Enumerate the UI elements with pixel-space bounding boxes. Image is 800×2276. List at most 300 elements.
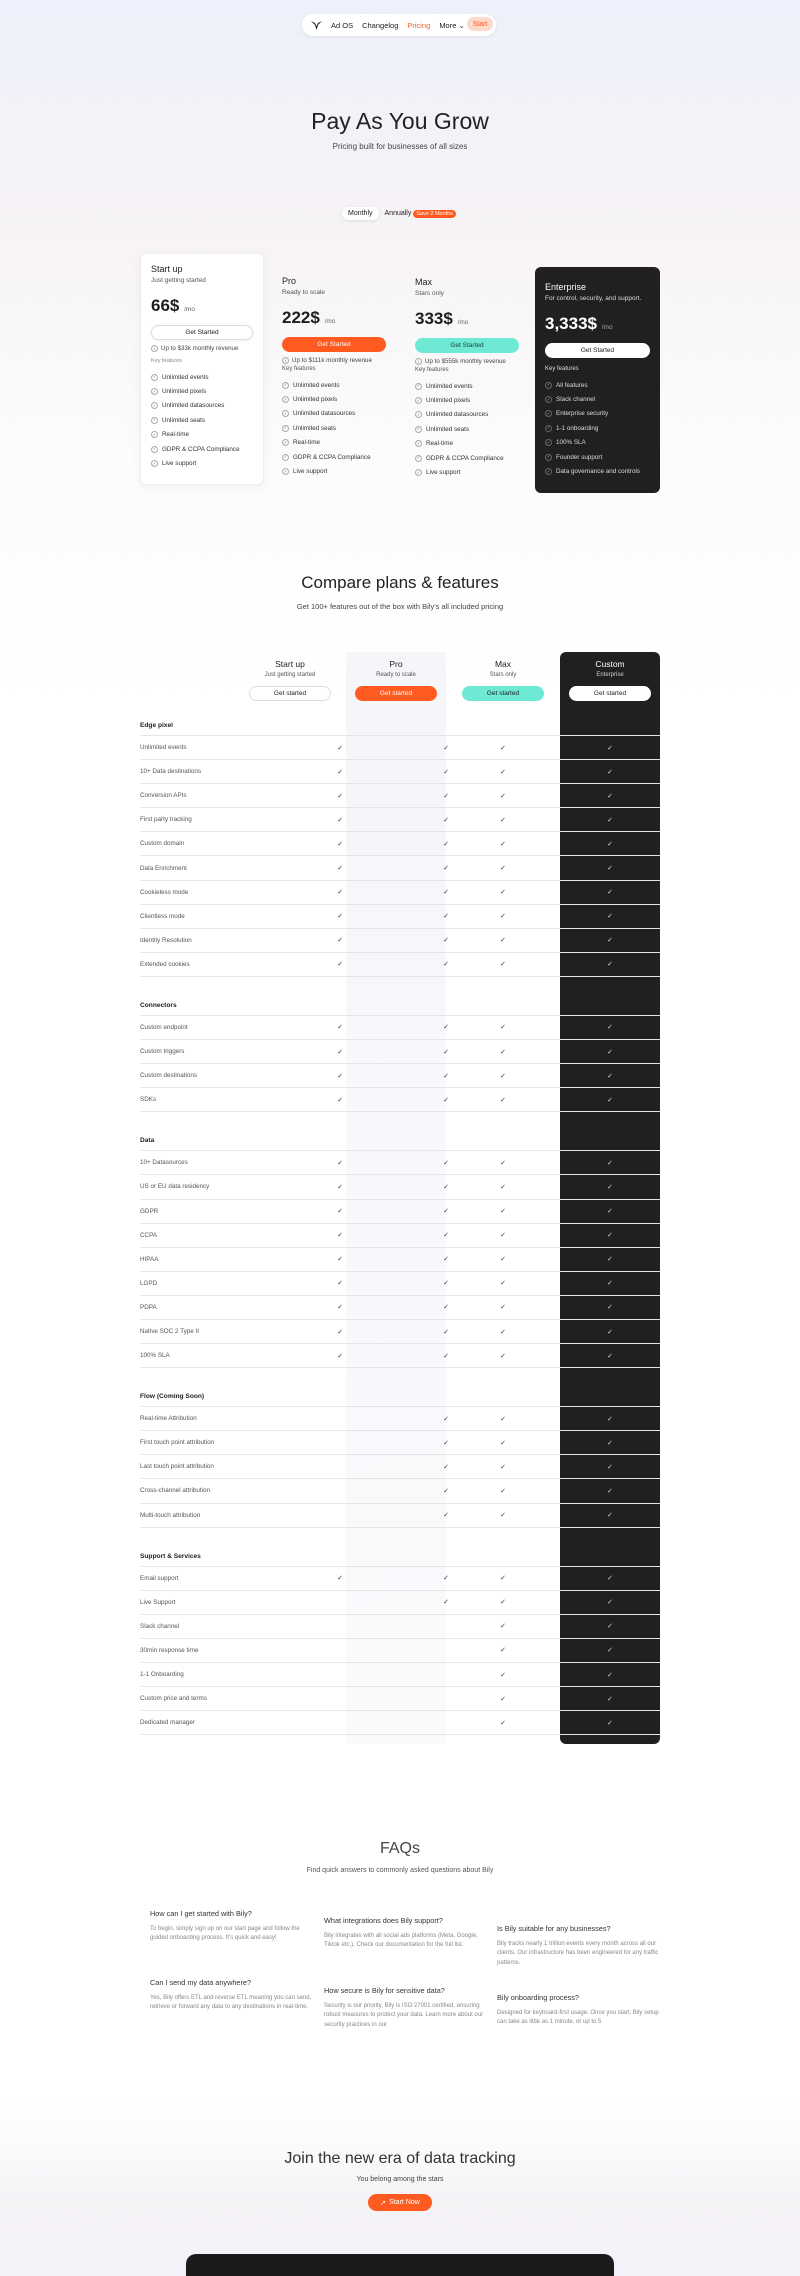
- faq-question: Bily onboarding process?: [497, 1993, 579, 2002]
- plan-get-started-button[interactable]: Get Started: [545, 343, 650, 358]
- check-icon: ✓: [500, 961, 506, 969]
- feature-label: GDPR & CCPA Compliance: [293, 453, 371, 461]
- check-circle-icon: ✓: [283, 396, 288, 402]
- feature-item: [282, 464, 386, 478]
- table-row: [140, 1344, 660, 1368]
- check-icon: ✓: [443, 1463, 449, 1471]
- nav-item-more[interactable]: [439, 21, 464, 30]
- table-row: [140, 1591, 660, 1615]
- compare-section-title: Connectors: [140, 996, 660, 1016]
- check-icon: ✓: [337, 865, 343, 873]
- compare-section-title: Support & Services: [140, 1547, 660, 1567]
- plan-price: [282, 308, 386, 328]
- plan-get-started-button[interactable]: Get Started: [282, 337, 386, 352]
- feature-label: Unlimited pixels: [162, 388, 207, 396]
- feature-label: Extended cookies: [140, 960, 190, 968]
- feature-label: First touch point attribution: [140, 1439, 215, 1447]
- check-circle-icon: ✓: [546, 410, 551, 416]
- feature-label: Multi-touch attribution: [140, 1511, 201, 1519]
- feature-item: [151, 384, 253, 398]
- check-circle-icon: ✓: [416, 469, 421, 475]
- table-row: [140, 832, 660, 856]
- check-icon: ✓: [500, 1439, 506, 1447]
- check-circle-icon: ✓: [152, 388, 157, 394]
- check-circle-icon: ✓: [546, 468, 551, 474]
- feature-list: [282, 378, 386, 479]
- check-icon: ✓: [443, 1599, 449, 1607]
- info-icon: i: [151, 345, 158, 352]
- feature-item: [415, 451, 519, 465]
- check-icon: ✓: [500, 865, 506, 873]
- check-icon: ✓: [337, 913, 343, 921]
- feature-item: [545, 436, 650, 450]
- feature-item: [282, 450, 386, 464]
- nav-item-ad-os[interactable]: Ad OS: [331, 20, 354, 30]
- check-icon: ✓: [443, 1439, 449, 1447]
- feature-item: [151, 428, 253, 442]
- billing-toggle: [342, 206, 456, 220]
- nav-start-button[interactable]: Start: [467, 17, 493, 31]
- feature-label: Live support: [426, 469, 461, 477]
- check-icon: ✓: [500, 913, 506, 921]
- check-icon: ✓: [500, 1208, 506, 1216]
- check-icon: ✓: [607, 840, 613, 848]
- check-icon: ✓: [607, 1599, 613, 1607]
- check-icon: ✓: [500, 1072, 506, 1080]
- plan-price: [545, 314, 650, 334]
- faq-item[interactable]: [497, 1993, 662, 2028]
- feature-label: First party tracking: [140, 816, 192, 824]
- check-icon: ✓: [500, 1599, 506, 1607]
- check-icon: ✓: [443, 1096, 449, 1104]
- feature-label: Unlimited seats: [162, 416, 206, 424]
- feature-label: Custom domain: [140, 840, 185, 848]
- feature-label: Live support: [293, 468, 328, 476]
- table-row: [140, 1200, 660, 1224]
- table-row: [140, 1407, 660, 1431]
- check-icon: ✓: [500, 816, 506, 824]
- table-row: [140, 1272, 660, 1296]
- check-icon: ✓: [500, 889, 506, 897]
- info-icon: i: [415, 358, 422, 365]
- compare-col-custom: [560, 659, 660, 701]
- key-features-label: Key features: [151, 358, 182, 364]
- check-icon: ✓: [500, 744, 506, 752]
- check-circle-icon: ✓: [546, 439, 551, 445]
- plan-tagline: Stars only: [415, 290, 444, 297]
- check-icon: ✓: [443, 889, 449, 897]
- plan-price: [151, 296, 253, 316]
- table-row: [140, 856, 660, 880]
- table-row: [140, 760, 660, 784]
- table-row: [140, 1504, 660, 1528]
- check-icon: ✓: [500, 1719, 506, 1727]
- feature-label: Enterprise security: [556, 410, 609, 418]
- compare-col-name: Custom: [595, 659, 625, 669]
- feature-label: 100% SLA: [556, 439, 586, 447]
- faq-item[interactable]: [497, 1924, 662, 1968]
- feature-item: [415, 379, 519, 393]
- compare-get-started-button[interactable]: Get started: [569, 686, 651, 701]
- faq-question: What integrations does Bily support?: [324, 1916, 443, 1925]
- faq-question: How secure is Bily for sensitive data?: [324, 1986, 445, 1995]
- feature-item: [282, 436, 386, 450]
- check-icon: ✓: [337, 1575, 343, 1583]
- plan-limit: [415, 358, 519, 365]
- bily-logo-icon[interactable]: [310, 19, 322, 31]
- plan-card-startup: [140, 253, 264, 485]
- table-row: [140, 905, 660, 929]
- check-circle-icon: ✓: [283, 382, 288, 388]
- check-icon: ✓: [607, 1575, 613, 1583]
- plan-price-value: 3,333$: [545, 314, 597, 333]
- feature-label: Cookieless mode: [140, 888, 189, 896]
- check-icon: ✓: [607, 1072, 613, 1080]
- feature-item: [415, 437, 519, 451]
- plan-card-enterprise: [535, 267, 660, 493]
- feature-label: HIPAA: [140, 1255, 159, 1263]
- check-icon: ✓: [607, 792, 613, 800]
- table-row: [140, 1567, 660, 1591]
- plan-price-period: /mo: [457, 319, 469, 326]
- feature-label: Unlimited pixels: [426, 397, 471, 405]
- check-circle-icon: ✓: [152, 460, 157, 466]
- key-features-label: Key features: [282, 366, 316, 372]
- feature-list: [415, 379, 519, 480]
- table-row: [140, 1431, 660, 1455]
- check-icon: ✓: [607, 1232, 613, 1240]
- plan-tagline: For control, security, and support.: [545, 295, 642, 302]
- feature-label: Real-time: [293, 439, 320, 447]
- key-features-label: Key features: [545, 366, 579, 372]
- compare-section-title: Flow (Coming Soon): [140, 1387, 660, 1407]
- check-icon: ✓: [443, 1256, 449, 1264]
- check-icon: ✓: [607, 1304, 613, 1312]
- nav-item-changelog[interactable]: Changelog: [362, 20, 399, 30]
- check-icon: ✓: [607, 1352, 613, 1360]
- section-gap: [140, 977, 660, 996]
- feature-label: Unlimited seats: [293, 424, 337, 432]
- feature-item: [151, 456, 253, 470]
- check-icon: ✓: [500, 1304, 506, 1312]
- check-icon: ✓: [607, 1256, 613, 1264]
- hero-title: Pay As You Grow: [311, 108, 489, 134]
- feature-label: Dedicated manager: [140, 1719, 195, 1727]
- faq-item[interactable]: [150, 1978, 315, 2013]
- check-icon: ✓: [607, 1183, 613, 1191]
- plan-name: Max: [415, 277, 433, 287]
- nav-item-pricing[interactable]: Pricing: [407, 20, 431, 30]
- check-icon: ✓: [500, 1487, 506, 1495]
- check-icon: ✓: [443, 1159, 449, 1167]
- check-icon: ✓: [607, 1208, 613, 1216]
- compare-get-started-button[interactable]: Get started: [355, 686, 437, 701]
- feature-label: 30min response time: [140, 1646, 199, 1654]
- faq-title: FAQs: [379, 1840, 420, 1857]
- compare-col-tagline: Ready to scale: [376, 672, 416, 678]
- check-circle-icon: ✓: [283, 410, 288, 416]
- check-icon: ✓: [500, 1256, 506, 1264]
- check-icon: ✓: [337, 961, 343, 969]
- faq-answer: Yes, Bily offers ETL and reverse ETL meaning you can send, retrieve or forward any data to any destinations in real-time.: [150, 1995, 312, 2011]
- plan-price-value: 333$: [415, 309, 453, 328]
- table-row: [140, 1064, 660, 1088]
- feature-label: Custom triggers: [140, 1048, 185, 1056]
- table-row: [140, 953, 660, 977]
- check-icon: ✓: [500, 937, 506, 945]
- check-icon: ✓: [500, 1280, 506, 1288]
- check-icon: ✓: [337, 937, 343, 945]
- feature-label: Data governance and controls: [556, 468, 641, 476]
- check-circle-icon: ✓: [283, 454, 288, 460]
- plan-limit: [151, 345, 253, 352]
- feature-label: Data Enrichment: [140, 864, 187, 872]
- plan-limit-text: Up to $33k monthly revenue: [161, 345, 239, 352]
- check-icon: ✓: [607, 1487, 613, 1495]
- check-icon: ✓: [607, 1512, 613, 1520]
- plan-tagline: Just getting started: [151, 277, 206, 284]
- feature-item: [282, 392, 386, 406]
- check-icon: ✓: [500, 792, 506, 800]
- feature-label: Unlimited events: [162, 373, 209, 381]
- check-icon: ✓: [500, 768, 506, 776]
- compare-section-title: Data: [140, 1131, 660, 1151]
- feature-item: [282, 378, 386, 392]
- check-icon: ✓: [337, 1072, 343, 1080]
- check-icon: ✓: [607, 816, 613, 824]
- check-icon: ✓: [607, 1415, 613, 1423]
- feature-label: Clientless mode: [140, 912, 185, 920]
- faq-question: Is Bily suitable for any businesses?: [497, 1924, 611, 1933]
- start-now-button[interactable]: [368, 2194, 432, 2211]
- faq-answer: Security is our priority, Bily is ISO 27001 certified, ensuring robust measures to protect your data. Learn more about our security practices in our: [324, 2003, 484, 2028]
- check-icon: ✓: [443, 768, 449, 776]
- feature-label: Unlimited datasources: [293, 410, 356, 418]
- table-row: [140, 1711, 660, 1735]
- check-icon: ✓: [607, 768, 613, 776]
- check-circle-icon: ✓: [546, 425, 551, 431]
- feature-label: Unlimited datasources: [426, 411, 489, 419]
- feature-label: Custom price and terms: [140, 1695, 207, 1703]
- billing-annually-tab[interactable]: [385, 210, 457, 217]
- faq-item[interactable]: [324, 1916, 489, 1951]
- billing-monthly-tab[interactable]: Monthly: [342, 207, 379, 220]
- check-icon: ✓: [607, 1024, 613, 1032]
- feature-label: 1-1 Onboarding: [140, 1671, 184, 1679]
- feature-label: Last touch point attribution: [140, 1463, 214, 1471]
- check-icon: ✓: [500, 1415, 506, 1423]
- faq-subtitle: Find quick answers to commonly asked questions about Bily: [306, 1867, 494, 1874]
- table-row: [140, 808, 660, 832]
- feature-item: [545, 407, 650, 421]
- info-icon: i: [282, 357, 289, 364]
- feature-item: [151, 413, 253, 427]
- check-icon: ✓: [443, 1048, 449, 1056]
- check-icon: ✓: [500, 1328, 506, 1336]
- check-icon: ✓: [443, 937, 449, 945]
- feature-item: [282, 407, 386, 421]
- check-icon: ✓: [337, 1256, 343, 1264]
- check-icon: ✓: [443, 1487, 449, 1495]
- feature-label: Unlimited seats: [426, 425, 470, 433]
- table-row: [140, 1687, 660, 1711]
- check-icon: ✓: [607, 744, 613, 752]
- compare-get-started-button[interactable]: Get started: [249, 686, 331, 701]
- check-icon: ✓: [337, 768, 343, 776]
- check-icon: ✓: [607, 913, 613, 921]
- check-icon: ✓: [443, 1575, 449, 1583]
- check-icon: ✓: [337, 1048, 343, 1056]
- table-row: [140, 1320, 660, 1344]
- section-gap: [140, 1528, 660, 1547]
- check-icon: ✓: [607, 1328, 613, 1336]
- feature-label: Founder support: [556, 453, 603, 461]
- check-icon: ✓: [607, 1280, 613, 1288]
- check-icon: ✓: [607, 1439, 613, 1447]
- table-row: [140, 1639, 660, 1663]
- plan-get-started-button[interactable]: Get Started: [151, 325, 253, 340]
- check-icon: ✓: [500, 1512, 506, 1520]
- plan-limit-text: Up to $111k monthly revenue: [292, 357, 372, 364]
- check-icon: ✓: [607, 1623, 613, 1631]
- feature-label: Unlimited events: [140, 744, 187, 752]
- check-icon: ✓: [337, 1328, 343, 1336]
- check-icon: ✓: [443, 865, 449, 873]
- check-icon: ✓: [500, 1463, 506, 1471]
- feature-item: [415, 393, 519, 407]
- feature-item: [545, 421, 650, 435]
- feature-item: [151, 399, 253, 413]
- check-icon: ✓: [500, 1232, 506, 1240]
- plan-price-period: /mo: [324, 318, 336, 325]
- feature-label: 10+ Data destinations: [140, 768, 202, 776]
- feature-label: Real-time Attribution: [140, 1415, 197, 1423]
- compare-col-name: Pro: [389, 659, 403, 669]
- check-icon: ✓: [607, 937, 613, 945]
- check-icon: ✓: [500, 1159, 506, 1167]
- feature-label: 10+ Datasources: [140, 1159, 188, 1167]
- plan-get-started-button[interactable]: Get Started: [415, 338, 519, 353]
- feature-label: GDPR: [140, 1207, 159, 1215]
- cta-title: Join the new era of data tracking: [284, 2150, 516, 2167]
- check-icon: ✓: [607, 1719, 613, 1727]
- table-row: [140, 1296, 660, 1320]
- check-icon: ✓: [443, 961, 449, 969]
- table-row: [140, 1455, 660, 1479]
- check-icon: ✓: [607, 1048, 613, 1056]
- feature-item: [151, 442, 253, 456]
- faq-item[interactable]: [324, 1986, 489, 2030]
- plan-tagline: Ready to scale: [282, 289, 325, 296]
- feature-label: GDPR & CCPA Compliance: [426, 454, 504, 462]
- compare-subtitle: Get 100+ features out of the box with Bily's all included pricing: [296, 602, 504, 611]
- table-row: [140, 1175, 660, 1199]
- check-icon: ✓: [443, 913, 449, 921]
- feature-item: [545, 464, 650, 478]
- feature-item: [545, 392, 650, 406]
- feature-label: 1-1 onboarding: [556, 424, 599, 432]
- hero-subtitle: Pricing built for businesses of all sizes: [332, 142, 468, 151]
- check-icon: ✓: [500, 1671, 506, 1679]
- check-icon: ✓: [607, 1695, 613, 1703]
- check-icon: ✓: [337, 744, 343, 752]
- compare-col-tagline: Enterprise: [596, 672, 624, 678]
- compare-col-name: Max: [494, 659, 512, 669]
- feature-label: Live Support: [140, 1598, 176, 1606]
- feature-item: [545, 450, 650, 464]
- check-icon: ✓: [500, 1048, 506, 1056]
- table-row: [140, 1615, 660, 1639]
- billing-annually-label: Annually: [384, 209, 412, 217]
- check-circle-icon: ✓: [283, 468, 288, 474]
- check-icon: ✓: [337, 889, 343, 897]
- check-icon: ✓: [443, 840, 449, 848]
- check-icon: ✓: [443, 1415, 449, 1423]
- feature-label: All features: [556, 381, 588, 389]
- rocket-icon: ➚: [380, 2199, 387, 2207]
- faq-question: Can I send my data anywhere?: [150, 1978, 251, 1987]
- check-icon: ✓: [443, 1072, 449, 1080]
- feature-label: Unlimited pixels: [293, 396, 338, 404]
- check-icon: ✓: [443, 1024, 449, 1032]
- check-icon: ✓: [443, 792, 449, 800]
- check-icon: ✓: [607, 1463, 613, 1471]
- compare-section-title: Edge pixel: [140, 716, 660, 736]
- check-circle-icon: ✓: [416, 383, 421, 389]
- check-circle-icon: ✓: [416, 455, 421, 461]
- check-icon: ✓: [443, 1328, 449, 1336]
- feature-list: [545, 378, 650, 479]
- faq-item[interactable]: [150, 1909, 315, 1944]
- plan-price-value: 66$: [151, 296, 180, 315]
- cta-subtitle: You belong among the stars: [356, 2176, 444, 2183]
- check-icon: ✓: [337, 840, 343, 848]
- check-icon: ✓: [443, 744, 449, 752]
- faq-answer: Designed for keyboard-first usage. Once you start, Bily setup can take as little as 1 minute, or up to 5: [497, 2010, 659, 2026]
- plan-price-period: /mo: [184, 306, 195, 313]
- faq-answer: Bily tracks nearly 1 trillion events every month across all our clients. Our infrastructure has been engineered for any traffic patterns.: [497, 1941, 659, 1966]
- check-circle-icon: ✓: [152, 374, 157, 380]
- check-icon: ✓: [337, 1304, 343, 1312]
- plan-name: Pro: [282, 276, 297, 286]
- check-icon: ✓: [443, 1352, 449, 1360]
- check-icon: ✓: [500, 1647, 506, 1655]
- check-icon: ✓: [337, 1280, 343, 1288]
- chevron-down-icon: ⌄: [458, 20, 465, 30]
- check-icon: ✓: [443, 1280, 449, 1288]
- check-circle-icon: ✓: [546, 382, 551, 388]
- table-row: [140, 1088, 660, 1112]
- feature-item: [545, 378, 650, 392]
- feature-label: Live support: [162, 460, 197, 468]
- feature-label: Unlimited events: [426, 382, 473, 390]
- feature-item: [415, 465, 519, 479]
- compare-get-started-button[interactable]: Get started: [462, 686, 544, 701]
- check-icon: ✓: [607, 889, 613, 897]
- check-icon: ✓: [500, 1695, 506, 1703]
- check-circle-icon: ✓: [416, 426, 421, 432]
- check-icon: ✓: [500, 1096, 506, 1104]
- feature-label: Unlimited datasources: [162, 402, 225, 410]
- table-row: [140, 1479, 660, 1503]
- feature-label: 100% SLA: [140, 1352, 170, 1360]
- table-row: [140, 1224, 660, 1248]
- feature-label: Native SOC 2 Type II: [140, 1328, 200, 1336]
- plan-card-max: [405, 267, 529, 488]
- section-gap: [140, 1112, 660, 1131]
- compare-title: Compare plans & features: [301, 573, 499, 592]
- feature-label: Identity Resolution: [140, 936, 192, 944]
